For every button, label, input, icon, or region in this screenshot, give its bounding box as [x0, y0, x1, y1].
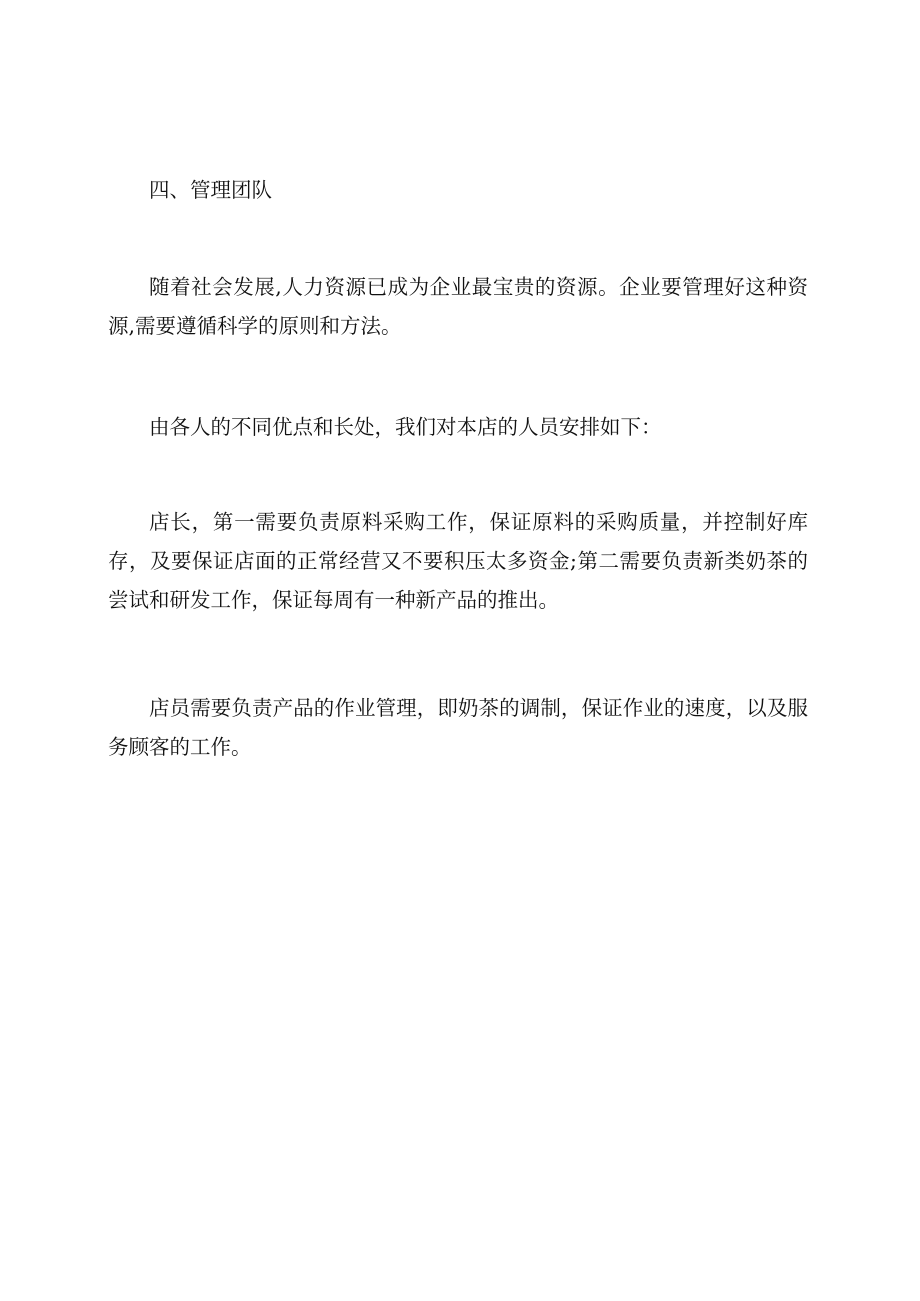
section-heading: 四、管理团队 [149, 178, 272, 202]
paragraph-store-manager-duties: 店长，第一需要负责原料采购工作，保证原料的采购质量，并控制好库存，及要保证店面的正常经营又不要积压太多资金;第二需要负责新类奶茶的尝试和研发工作，保证每周有一种新产品的推出。 [108, 510, 808, 612]
paragraph-hr-intro: 随着社会发展,人力资源已成为企业最宝贵的资源。企业要管理好这种资源,需要遵循科学的原则和方法。 [108, 275, 808, 338]
paragraph-staff-arrangement: 由各人的不同优点和长处，我们对本店的人员安排如下： [149, 415, 662, 439]
paragraph-clerk-duties: 店员需要负责产品的作业管理，即奶茶的调制，保证作业的速度，以及服务顾客的工作。 [108, 696, 808, 759]
